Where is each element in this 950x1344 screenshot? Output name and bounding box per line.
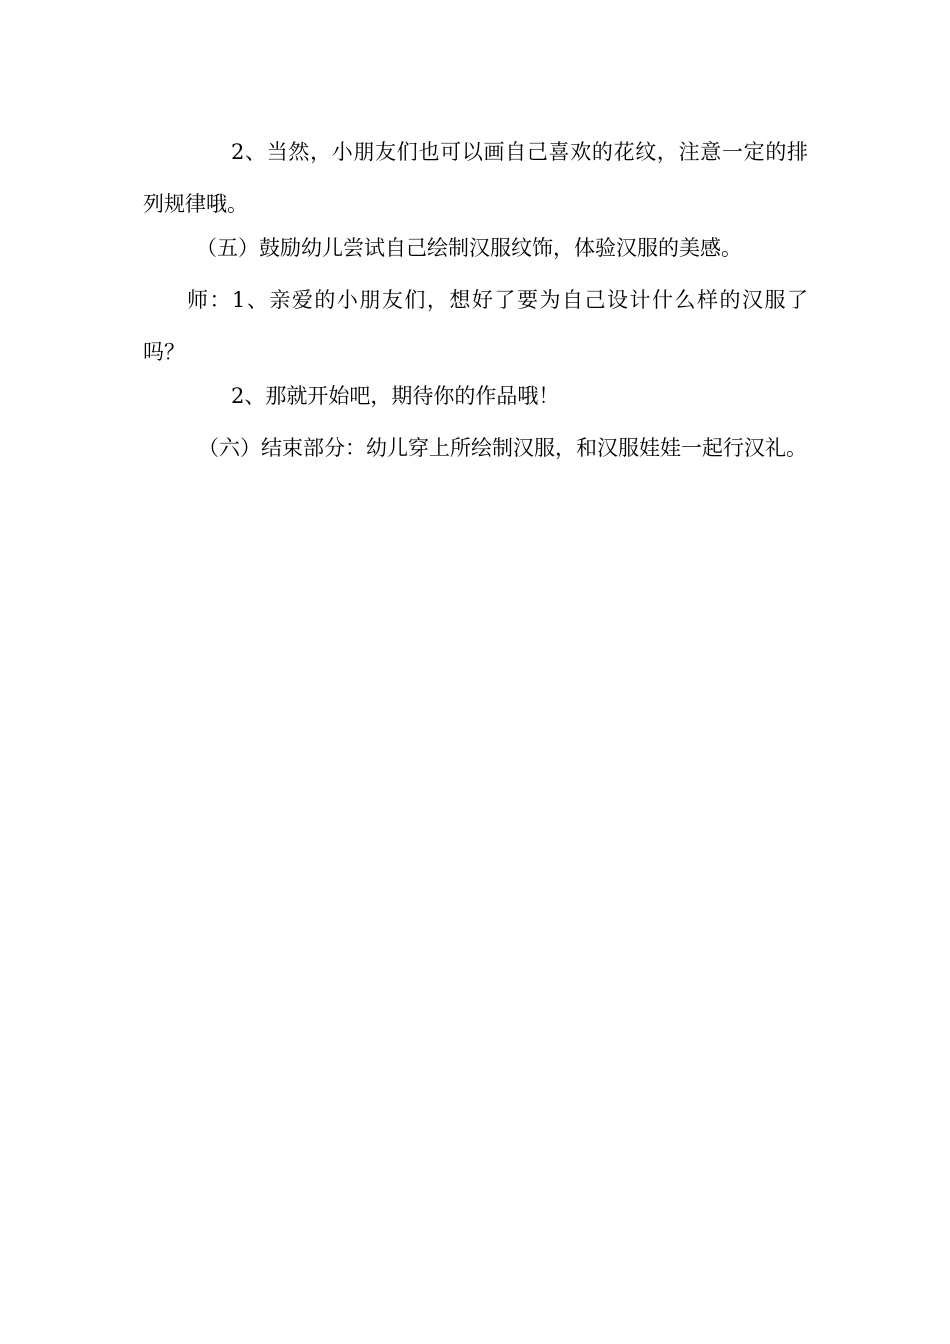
paragraph-step-2-start: 2、那就开始吧，期待你的作品哦！ (231, 384, 560, 408)
paragraph-teacher-question: 师：1、亲爱的小朋友们，想好了要为自己设计什么样的汉服了吗？ (143, 288, 808, 364)
paragraph-section-6-ending: （六）结束部分：幼儿穿上所绘制汉服，和汉服娃娃一起行汉礼。 (198, 436, 807, 460)
paragraph-section-5-heading: （五）鼓励幼儿尝试自己绘制汉服纹饰，体验汉服的美感。 (196, 236, 742, 260)
paragraph-step-2-patterns: 2、当然，小朋友们也可以画自己喜欢的花纹，注意一定的排列规律哦。 (143, 140, 808, 216)
